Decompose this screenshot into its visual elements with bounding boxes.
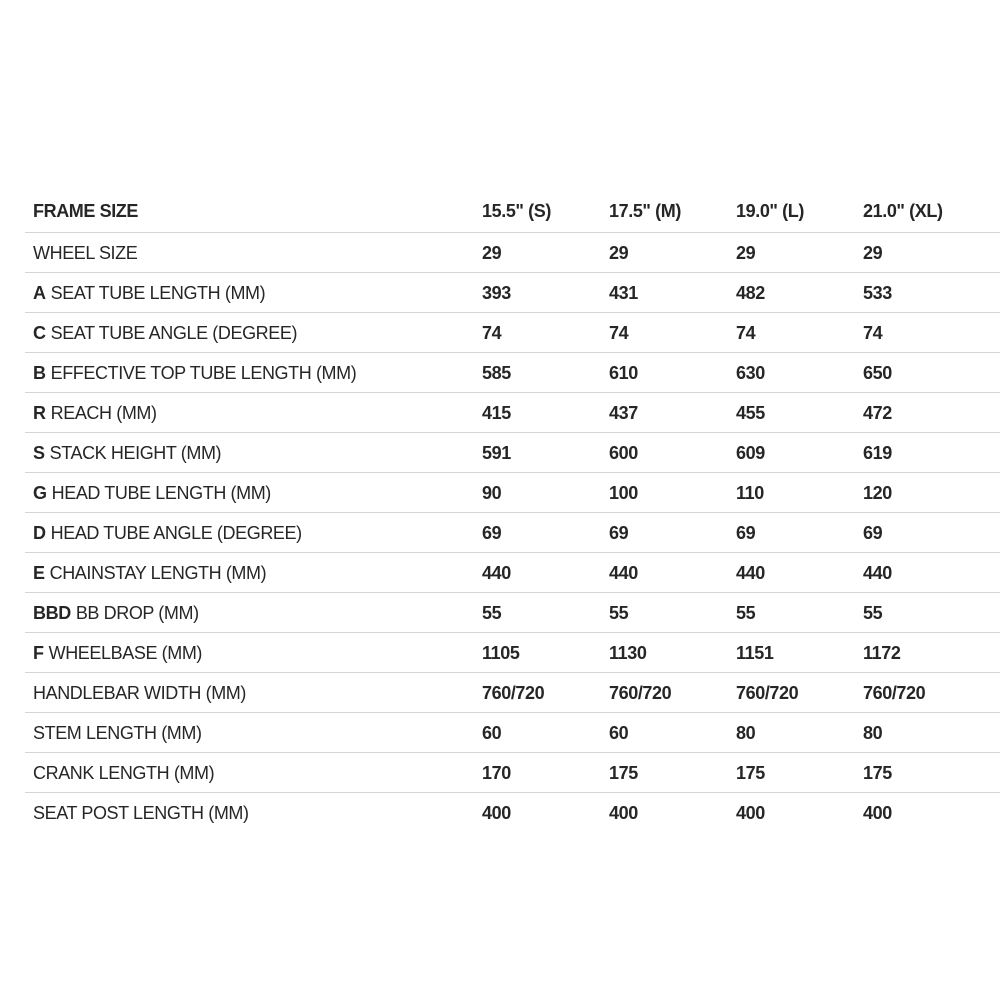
- row-value: 170: [482, 762, 511, 783]
- row-label: [25, 364, 482, 382]
- row-value: 80: [736, 722, 756, 743]
- row-label: [25, 604, 482, 622]
- row-value: 440: [863, 562, 892, 583]
- table-row-chainstay-length: [25, 553, 1000, 593]
- row-label-text: SEAT TUBE ANGLE (DEGREE): [50, 322, 298, 343]
- row-prefix: F: [33, 642, 44, 663]
- row-value: 55: [736, 602, 756, 623]
- row-prefix: G: [33, 482, 47, 503]
- row-value: 1151: [736, 642, 774, 663]
- row-value: 55: [863, 602, 883, 623]
- row-label-text: CRANK LENGTH (MM): [33, 762, 215, 783]
- row-value: 69: [863, 522, 883, 543]
- row-value: 400: [736, 803, 765, 823]
- row-value: 1130: [609, 642, 647, 663]
- table-row-wheelbase: [25, 633, 1000, 673]
- row-value: 760/720: [609, 682, 672, 703]
- row-value: 29: [482, 242, 502, 263]
- row-value: 760/720: [482, 682, 545, 703]
- row-value: 400: [609, 803, 638, 823]
- row-value: 619: [863, 442, 892, 463]
- row-label-text: REACH (MM): [50, 402, 157, 423]
- row-value: 610: [609, 362, 638, 383]
- row-value: 650: [863, 362, 892, 383]
- row-value: 1172: [863, 642, 901, 663]
- row-value: 69: [736, 522, 756, 543]
- row-label-text: HEAD TUBE LENGTH (MM): [51, 482, 271, 503]
- row-label: [25, 684, 482, 702]
- row-prefix: C: [33, 322, 46, 343]
- table-row-seat-post-length: [25, 793, 1000, 833]
- table-row-effective-top-tube-length: [25, 353, 1000, 393]
- row-label: [25, 724, 482, 742]
- geometry-spec-table: [25, 190, 1000, 833]
- row-prefix: R: [33, 402, 46, 423]
- table-row-stem-length: [25, 713, 1000, 753]
- row-label-text: EFFECTIVE TOP TUBE LENGTH (MM): [50, 362, 357, 383]
- row-value: 760/720: [863, 682, 926, 703]
- table-header-row: [25, 190, 1000, 233]
- table-row-wheel-size: [25, 233, 1000, 273]
- row-value: 90: [482, 482, 502, 503]
- row-label-text: STEM LENGTH (MM): [33, 722, 202, 743]
- row-label: [25, 244, 482, 262]
- row-label: [25, 804, 482, 822]
- table-row-handlebar-width: [25, 673, 1000, 713]
- row-label: [25, 444, 482, 462]
- column-header-size-l: 19.0" (L): [736, 201, 804, 221]
- row-value: 482: [736, 282, 765, 303]
- row-label-text: SEAT TUBE LENGTH (MM): [50, 282, 266, 303]
- row-label: [25, 644, 482, 662]
- table-row-crank-length: [25, 753, 1000, 793]
- row-label: [25, 484, 482, 502]
- row-label-text: HANDLEBAR WIDTH (MM): [33, 682, 246, 703]
- row-value: 472: [863, 402, 892, 423]
- row-prefix: E: [33, 562, 45, 583]
- row-label-text: STACK HEIGHT (MM): [49, 442, 222, 463]
- column-header-size-xl: 21.0" (XL): [863, 201, 943, 221]
- row-value: 600: [609, 442, 638, 463]
- row-value: 55: [609, 602, 629, 623]
- row-value: 74: [609, 322, 629, 343]
- row-value: 69: [609, 522, 629, 543]
- row-value: 440: [736, 562, 765, 583]
- row-label: [25, 564, 482, 582]
- row-label: [25, 324, 482, 342]
- table-row-bb-drop: [25, 593, 1000, 633]
- row-value: 393: [482, 282, 511, 303]
- row-value: 440: [609, 562, 638, 583]
- row-value: 74: [736, 322, 756, 343]
- row-label-text: WHEELBASE (MM): [48, 642, 203, 663]
- row-value: 455: [736, 402, 765, 423]
- row-label-text: BB DROP (MM): [75, 602, 199, 623]
- row-prefix: S: [33, 442, 45, 463]
- row-prefix: BBD: [33, 602, 71, 623]
- row-label: [25, 404, 482, 422]
- row-label: [25, 524, 482, 542]
- table-row-seat-tube-angle: [25, 313, 1000, 353]
- column-header-size-s: 15.5" (S): [482, 201, 551, 221]
- row-value: 1105: [482, 642, 520, 663]
- row-value: 630: [736, 362, 765, 383]
- row-value: 29: [736, 242, 756, 263]
- row-value: 533: [863, 282, 892, 303]
- table-row-head-tube-angle: [25, 513, 1000, 553]
- row-label: [25, 764, 482, 782]
- row-value: 175: [863, 762, 892, 783]
- row-value: 175: [609, 762, 638, 783]
- row-value: 100: [609, 482, 638, 503]
- table-row-reach: [25, 393, 1000, 433]
- row-value: 437: [609, 402, 638, 423]
- row-value: 175: [736, 762, 765, 783]
- row-value: 69: [482, 522, 502, 543]
- row-value: 120: [863, 482, 892, 503]
- row-label-text: WHEEL SIZE: [33, 242, 138, 263]
- row-value: 400: [863, 803, 892, 823]
- row-value: 400: [482, 803, 511, 823]
- row-value: 440: [482, 562, 511, 583]
- frame-size-header: FRAME SIZE: [33, 201, 139, 221]
- table-row-stack-height: [25, 433, 1000, 473]
- row-value: 609: [736, 442, 765, 463]
- row-value: 74: [482, 322, 502, 343]
- row-label-text: CHAINSTAY LENGTH (MM): [49, 562, 267, 583]
- row-value: 760/720: [736, 682, 799, 703]
- row-value: 29: [863, 242, 883, 263]
- row-value: 415: [482, 402, 511, 423]
- row-value: 60: [482, 722, 502, 743]
- row-value: 74: [863, 322, 883, 343]
- row-value: 431: [609, 282, 638, 303]
- row-value: 29: [609, 242, 629, 263]
- row-value: 585: [482, 362, 511, 383]
- row-value: 80: [863, 722, 883, 743]
- row-label: [25, 284, 482, 302]
- column-header-size-m: 17.5" (M): [609, 201, 681, 221]
- table-row-seat-tube-length: [25, 273, 1000, 313]
- row-label-text: SEAT POST LENGTH (MM): [33, 803, 249, 823]
- row-value: 60: [609, 722, 629, 743]
- row-value: 55: [482, 602, 502, 623]
- row-value: 110: [736, 482, 764, 503]
- row-prefix: B: [33, 362, 46, 383]
- row-prefix: D: [33, 522, 46, 543]
- table-row-head-tube-length: [25, 473, 1000, 513]
- row-value: 591: [482, 442, 511, 463]
- row-prefix: A: [33, 282, 46, 303]
- row-label-text: HEAD TUBE ANGLE (DEGREE): [50, 522, 302, 543]
